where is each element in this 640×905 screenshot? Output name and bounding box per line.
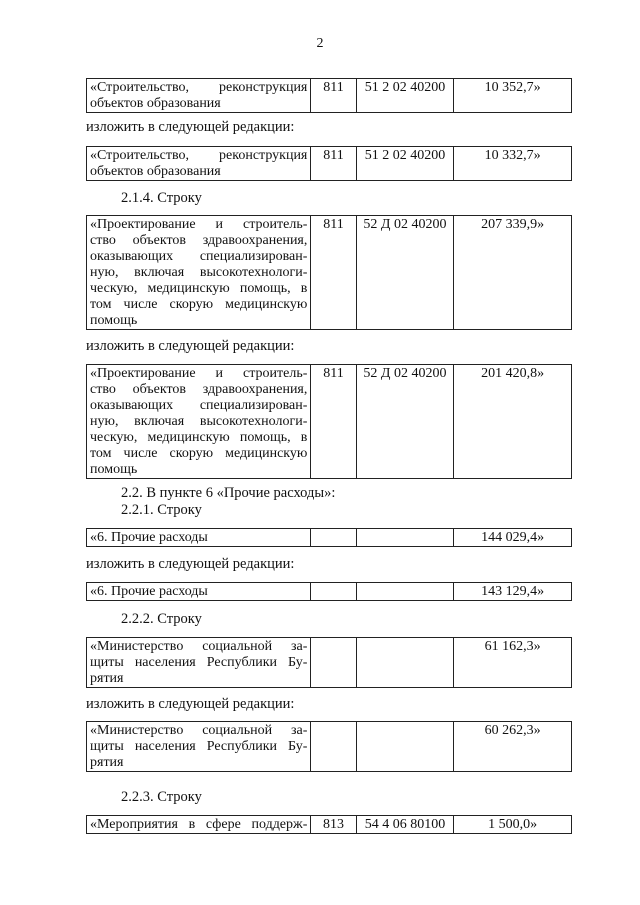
row-code-cell bbox=[311, 638, 356, 688]
row-kbk-cell bbox=[356, 583, 454, 601]
row-kbk-cell bbox=[356, 638, 454, 688]
row-name-line: помощь bbox=[90, 462, 138, 477]
budget-row-table bbox=[86, 637, 572, 688]
row-name-line: щиты населения Республики Бу- bbox=[90, 655, 308, 670]
row-name-cell bbox=[87, 365, 311, 479]
row-name-cell bbox=[87, 722, 311, 772]
row-name-line: оказывающих специализирован- bbox=[90, 249, 308, 264]
row-name-line: помощь bbox=[90, 313, 138, 328]
budget-row-table bbox=[86, 215, 572, 330]
budget-row-table bbox=[86, 78, 572, 113]
row-name-cell bbox=[87, 216, 311, 330]
budget-row-table bbox=[86, 721, 572, 772]
row-name-line: щиты населения Республики Бу- bbox=[90, 739, 308, 754]
row-sum-cell: 143 129,4» bbox=[454, 583, 572, 601]
row-sum-cell: 201 420,8» bbox=[454, 365, 572, 479]
row-kbk-cell bbox=[356, 529, 454, 547]
row-code-cell bbox=[311, 583, 356, 601]
row-name-line: рятия bbox=[90, 755, 124, 770]
replace-instruction: изложить в следующей редакции: bbox=[86, 119, 295, 135]
row-name-line: объектов образования bbox=[90, 164, 221, 179]
row-name-line: ную, включая высокотехнологи- bbox=[90, 265, 308, 280]
row-name-line: ную, включая высокотехнологи- bbox=[90, 414, 308, 429]
row-name-line: том числе скорую медицинскую bbox=[90, 297, 308, 312]
section-heading: 2.2.3. Строку bbox=[121, 789, 202, 805]
row-name-line: «Проектирование и строитель- bbox=[90, 366, 308, 381]
replace-instruction: изложить в следующей редакции: bbox=[86, 338, 295, 354]
row-name-line: ство объектов здравоохранения, bbox=[90, 233, 308, 248]
row-kbk-cell: 51 2 02 40200 bbox=[356, 79, 454, 113]
row-code-cell: 811 bbox=[311, 216, 356, 330]
row-name-line: «6. Прочие расходы bbox=[90, 530, 208, 545]
budget-row-table bbox=[86, 364, 572, 479]
budget-row-table bbox=[86, 582, 572, 601]
row-name-line: ческую, медицинскую помощь, в bbox=[90, 281, 308, 296]
row-name-line: оказывающих специализирован- bbox=[90, 398, 308, 413]
row-name-cell bbox=[87, 147, 311, 181]
row-kbk-cell: 52 Д 02 40200 bbox=[356, 365, 454, 479]
row-code-cell bbox=[311, 529, 356, 547]
section-heading: 2.2.1. Строку bbox=[121, 502, 202, 518]
row-sum-cell: 207 339,9» bbox=[454, 216, 572, 330]
row-code-cell: 811 bbox=[311, 147, 356, 181]
row-kbk-cell: 52 Д 02 40200 bbox=[356, 216, 454, 330]
row-code-cell: 813 bbox=[311, 816, 356, 834]
page-number: 2 bbox=[316, 36, 324, 51]
row-sum-cell: 144 029,4» bbox=[454, 529, 572, 547]
row-sum-cell: 61 162,3» bbox=[454, 638, 572, 688]
row-name-cell bbox=[87, 816, 311, 834]
row-code-cell: 811 bbox=[311, 79, 356, 113]
replace-instruction: изложить в следующей редакции: bbox=[86, 556, 295, 572]
row-kbk-cell: 51 2 02 40200 bbox=[356, 147, 454, 181]
row-name-line: «Строительство, реконструкция bbox=[90, 80, 308, 95]
budget-row-table bbox=[86, 528, 572, 547]
section-heading: 2.2. В пункте 6 «Прочие расходы»: bbox=[121, 485, 336, 501]
row-sum-cell: 10 332,7» bbox=[454, 147, 572, 181]
replace-instruction: изложить в следующей редакции: bbox=[86, 696, 295, 712]
row-name-cell bbox=[87, 79, 311, 113]
row-sum-cell: 60 262,3» bbox=[454, 722, 572, 772]
row-name-line: «Министерство социальной за- bbox=[90, 723, 308, 738]
row-name-line: объектов образования bbox=[90, 96, 221, 111]
row-name-cell bbox=[87, 529, 311, 547]
row-sum-cell: 10 352,7» bbox=[454, 79, 572, 113]
row-kbk-cell: 54 4 06 80100 bbox=[356, 816, 454, 834]
row-name-line: «Проектирование и строитель- bbox=[90, 217, 308, 232]
row-name-line: ство объектов здравоохранения, bbox=[90, 382, 308, 397]
row-code-cell: 811 bbox=[311, 365, 356, 479]
row-name-line: «Строительство, реконструкция bbox=[90, 148, 308, 163]
row-kbk-cell bbox=[356, 722, 454, 772]
row-name-line: «Министерство социальной за- bbox=[90, 639, 308, 654]
section-heading: 2.1.4. Строку bbox=[121, 190, 202, 206]
row-name-line: «Мероприятия в сфере поддерж- bbox=[90, 817, 308, 832]
row-name-line: рятия bbox=[90, 671, 124, 686]
section-heading: 2.2.2. Строку bbox=[121, 611, 202, 627]
row-name-cell bbox=[87, 638, 311, 688]
row-sum-cell: 1 500,0» bbox=[454, 816, 572, 834]
row-code-cell bbox=[311, 722, 356, 772]
row-name-cell bbox=[87, 583, 311, 601]
budget-row-table bbox=[86, 146, 572, 181]
row-name-line: том числе скорую медицинскую bbox=[90, 446, 308, 461]
row-name-line: ческую, медицинскую помощь, в bbox=[90, 430, 308, 445]
budget-row-table bbox=[86, 815, 572, 834]
row-name-line: «6. Прочие расходы bbox=[90, 584, 208, 599]
